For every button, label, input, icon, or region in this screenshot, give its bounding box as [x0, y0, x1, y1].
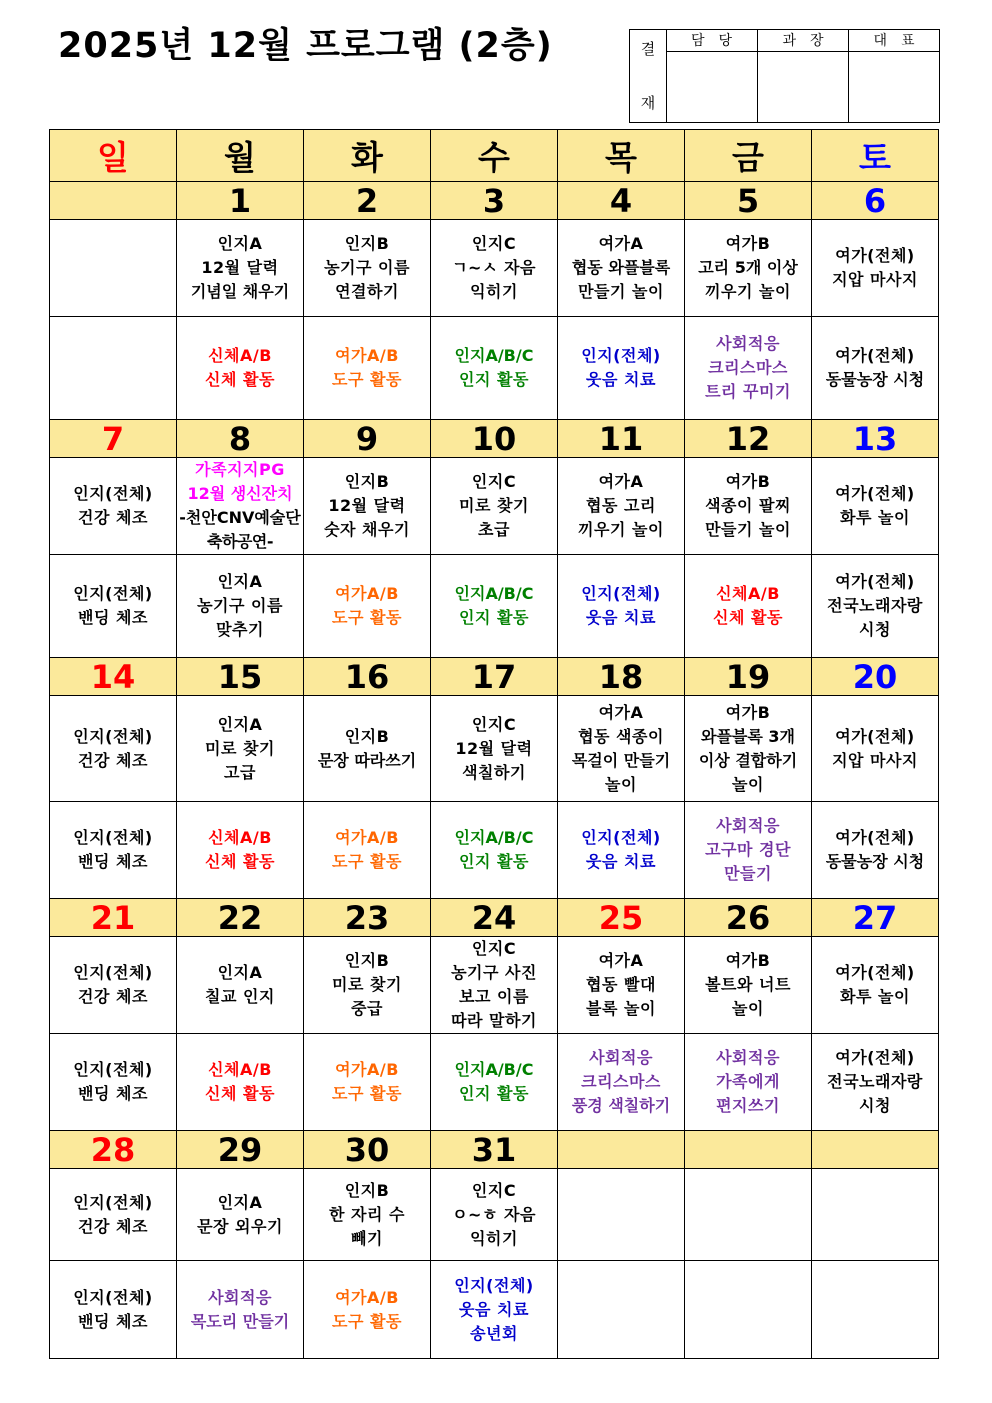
program-line: 맞추기 [216, 620, 264, 639]
program-line: 블록 놀이 [586, 999, 656, 1018]
weekday-tue: 화 [304, 130, 431, 182]
program-cell [431, 555, 558, 658]
date-row [50, 899, 939, 937]
program-line: 웃음 치료 [586, 852, 656, 871]
program-cell [50, 555, 177, 658]
date-cell-wed: 24 [431, 899, 558, 937]
program-line: 인지C [471, 714, 517, 734]
program-line: 여가(전체) [835, 346, 915, 365]
program-cell [50, 1261, 177, 1359]
program-line: 여가(전체) [835, 828, 915, 847]
approval-col-header: 담당 [666, 30, 757, 52]
program-line: 인지B [344, 726, 390, 746]
program-cell [812, 937, 939, 1034]
date-cell-mon: 29 [177, 1131, 304, 1169]
program-cell [558, 1169, 685, 1261]
weekday-mon: 월 [177, 130, 304, 182]
program-line: 밴딩 체조 [78, 608, 148, 627]
program-cell [431, 937, 558, 1034]
date-cell-thu: 11 [558, 420, 685, 458]
program-line: 신체A/B [208, 1060, 272, 1079]
date-cell-sun: 14 [50, 658, 177, 696]
program-line: 이상 결합하기 [698, 750, 798, 770]
program-cell [177, 937, 304, 1034]
program-cell [177, 317, 304, 420]
program-line: 인지(전체) [581, 828, 661, 847]
program-line: 색종이 팔찌 [705, 496, 791, 515]
program-row-pm [50, 802, 939, 899]
program-line: 12월 생신잔치 [187, 484, 293, 503]
date-cell-tue: 16 [304, 658, 431, 696]
weekday-fri: 금 [685, 130, 812, 182]
date-cell-wed: 31 [431, 1131, 558, 1169]
program-line: 여가B [725, 234, 771, 253]
program-line: 건강 체조 [78, 987, 148, 1006]
program-line: 도구 활동 [332, 1311, 402, 1331]
program-line: 끼우기 놀이 [578, 520, 664, 539]
program-row-am [50, 220, 939, 317]
date-row [50, 658, 939, 696]
date-cell-tue: 30 [304, 1131, 431, 1169]
program-line: 인지 활동 [459, 370, 529, 389]
program-line: 인지A [217, 714, 263, 734]
program-cell [50, 220, 177, 317]
program-line: 여가(전체) [835, 963, 915, 982]
program-cell [431, 1169, 558, 1261]
program-cell [812, 555, 939, 658]
program-line: 익히기 [470, 1228, 518, 1248]
program-cell [177, 1034, 304, 1131]
program-line: 인지B [344, 951, 390, 970]
program-line: 12월 달력 [455, 738, 533, 758]
program-line: 신체 활동 [205, 852, 275, 871]
program-line: 따라 말하기 [451, 1011, 537, 1030]
date-cell-fri: 5 [685, 182, 812, 220]
program-cell [177, 1261, 304, 1359]
program-cell [431, 696, 558, 802]
program-cell [685, 802, 812, 899]
program-cell [304, 317, 431, 420]
program-line: 인지 활동 [459, 608, 529, 627]
program-line: 한 자리 수 [329, 1204, 405, 1224]
date-cell-mon: 8 [177, 420, 304, 458]
program-cell [177, 802, 304, 899]
program-line: 인지B [344, 472, 390, 491]
program-cell [685, 937, 812, 1034]
weekday-header-row [50, 130, 939, 182]
program-line: 여가A/B [335, 1060, 399, 1079]
program-cell [558, 1261, 685, 1359]
weekday-sat: 토 [812, 130, 939, 182]
date-cell-wed: 10 [431, 420, 558, 458]
program-cell [558, 1034, 685, 1131]
program-cell [558, 555, 685, 658]
program-line: 인지A [217, 1192, 263, 1212]
program-line: 협동 와플블록 [571, 258, 671, 277]
approval-col-manager [666, 30, 758, 122]
date-cell-sun [50, 182, 177, 220]
program-line: 밴딩 체조 [78, 1084, 148, 1103]
program-line: 신체 활동 [205, 1084, 275, 1103]
program-line: 끼우기 놀이 [705, 282, 791, 301]
program-line: 기념일 채우기 [190, 282, 290, 301]
program-line: 인지 활동 [459, 1084, 529, 1103]
program-line: 트리 꾸미기 [705, 382, 791, 401]
program-cell [558, 220, 685, 317]
weekday-thu: 목 [558, 130, 685, 182]
program-line: 여가A [598, 234, 644, 253]
program-line: 시청 [859, 1096, 891, 1115]
program-line: 칠교 인지 [205, 987, 275, 1006]
program-line: 편지쓰기 [716, 1096, 780, 1115]
program-line: 여가(전체) [835, 572, 915, 591]
program-line: 동물농장 시청 [825, 370, 925, 389]
page-title: 2025년 12월 프로그램 (2층) [58, 26, 553, 66]
program-line: 크리스마스 [708, 358, 788, 377]
program-cell [177, 696, 304, 802]
program-line: 여가A [598, 951, 644, 970]
program-line: 인지(전체) [73, 726, 153, 746]
program-line: 여가B [725, 951, 771, 970]
date-cell-sat: 27 [812, 899, 939, 937]
program-line: 인지(전체) [73, 828, 153, 847]
program-cell [50, 696, 177, 802]
date-cell-tue: 23 [304, 899, 431, 937]
program-line: 도구 활동 [332, 370, 402, 389]
program-line: 인지C [471, 1180, 517, 1200]
approval-label-bottom: 재 [640, 94, 656, 112]
date-cell-mon: 15 [177, 658, 304, 696]
program-line: ㅇ~ㅎ 자음 [452, 1204, 536, 1224]
program-line: 송년회 [470, 1323, 518, 1343]
approval-label [630, 30, 667, 122]
program-line: 여가(전체) [835, 726, 915, 746]
program-cell [304, 1034, 431, 1131]
approval-col-ceo [849, 30, 939, 122]
program-line: 연결하기 [335, 282, 399, 301]
program-line: 전국노래자랑 [827, 596, 923, 615]
program-line: 인지(전체) [73, 963, 153, 982]
program-line: 놀이 [732, 774, 764, 794]
program-line: 농기구 이름 [324, 258, 410, 277]
program-line: 동물농장 시청 [825, 852, 925, 871]
date-cell-sat [812, 1131, 939, 1169]
program-line: 여가(전체) [835, 246, 915, 265]
program-line: 도구 활동 [332, 608, 402, 627]
program-line: 놀이 [732, 999, 764, 1018]
date-cell-tue: 2 [304, 182, 431, 220]
program-line: 인지(전체) [581, 584, 661, 603]
program-line: 여가A/B [335, 346, 399, 365]
program-line: 고리 5개 이상 [698, 258, 798, 277]
program-line: 인지A [217, 963, 263, 982]
program-line: 인지A/B/C [454, 584, 534, 603]
date-cell-sat: 6 [812, 182, 939, 220]
program-cell [50, 937, 177, 1034]
program-line: 지압 마사지 [832, 270, 918, 289]
program-cell [431, 802, 558, 899]
program-line: 건강 체조 [78, 1216, 148, 1236]
program-line: 웃음 치료 [459, 1299, 529, 1319]
date-cell-fri: 26 [685, 899, 812, 937]
program-line: 문장 외우기 [197, 1216, 283, 1236]
program-line: 인지A/B/C [454, 828, 534, 847]
date-cell-mon: 1 [177, 182, 304, 220]
program-cell [431, 458, 558, 555]
program-line: 미로 찾기 [332, 975, 402, 994]
program-cell [812, 317, 939, 420]
date-cell-thu: 4 [558, 182, 685, 220]
program-line: 만들기 놀이 [578, 282, 664, 301]
program-line: 인지(전체) [73, 1060, 153, 1079]
date-cell-sun: 7 [50, 420, 177, 458]
program-cell [685, 1034, 812, 1131]
approval-col-chief [758, 30, 849, 122]
program-line: 도구 활동 [332, 852, 402, 871]
program-line: 볼트와 너트 [705, 975, 791, 994]
program-cell [812, 1261, 939, 1359]
program-line: 와플블록 3개 [701, 726, 795, 746]
program-line: 문장 따라쓰기 [317, 750, 417, 770]
program-line: 인지A/B/C [454, 346, 534, 365]
program-line: 인지(전체) [73, 1192, 153, 1212]
date-cell-tue: 9 [304, 420, 431, 458]
program-cell [558, 317, 685, 420]
program-cell [304, 696, 431, 802]
program-line: 도구 활동 [332, 1084, 402, 1103]
program-line: 인지A [217, 572, 263, 591]
program-line: 인지(전체) [73, 584, 153, 603]
program-cell [685, 220, 812, 317]
program-cell [304, 1169, 431, 1261]
date-cell-sun: 28 [50, 1131, 177, 1169]
program-line: 숫자 채우기 [324, 520, 410, 539]
program-cell [812, 458, 939, 555]
program-cell [304, 555, 431, 658]
weekday-sun: 일 [50, 130, 177, 182]
program-line: 여가A/B [335, 584, 399, 603]
program-line: 빼기 [351, 1228, 383, 1248]
date-cell-sun: 21 [50, 899, 177, 937]
date-cell-fri: 12 [685, 420, 812, 458]
program-line: 지압 마사지 [832, 750, 918, 770]
program-row-am [50, 937, 939, 1034]
program-cell [431, 1034, 558, 1131]
program-line: 웃음 치료 [586, 370, 656, 389]
program-line: 인지B [344, 1180, 390, 1200]
program-cell [558, 802, 685, 899]
program-line: 인지 활동 [459, 852, 529, 871]
program-line: 신체A/B [208, 346, 272, 365]
date-row [50, 420, 939, 458]
program-line: 신체A/B [208, 828, 272, 847]
program-line: 신체 활동 [205, 370, 275, 389]
program-line: 풍경 색칠하기 [571, 1096, 671, 1115]
date-row [50, 182, 939, 220]
program-cell [304, 937, 431, 1034]
program-line: -천안CNV예술단 [179, 508, 301, 527]
weekday-wed: 수 [431, 130, 558, 182]
program-line: 12월 달력 [328, 496, 406, 515]
program-cell [685, 458, 812, 555]
program-line: 인지C [471, 939, 517, 958]
date-cell-wed: 17 [431, 658, 558, 696]
program-row-pm [50, 555, 939, 658]
program-line: 인지C [471, 472, 517, 491]
program-line: 신체A/B [716, 584, 780, 603]
program-line: 중급 [351, 999, 383, 1018]
program-line: 미로 찾기 [205, 738, 275, 758]
program-cell [812, 802, 939, 899]
program-line: 12월 달력 [201, 258, 279, 277]
program-line: 여가A [598, 472, 644, 491]
program-line: 미로 찾기 [459, 496, 529, 515]
program-cell [685, 696, 812, 802]
program-line: 가족지지PG [195, 460, 285, 479]
program-cell [50, 1034, 177, 1131]
program-line: 사회적응 [208, 1287, 272, 1307]
date-cell-sat: 20 [812, 658, 939, 696]
program-line: 여가B [725, 472, 771, 491]
program-row-am [50, 458, 939, 555]
program-cell [304, 802, 431, 899]
program-line: 사회적응 [716, 334, 780, 353]
program-line: 색칠하기 [462, 762, 526, 782]
date-row [50, 1131, 939, 1169]
program-line: 보고 이름 [459, 987, 529, 1006]
program-cell [431, 1261, 558, 1359]
program-cell [304, 458, 431, 555]
program-line: 건강 체조 [78, 750, 148, 770]
program-line: 축하공연- [207, 532, 273, 551]
program-cell [50, 802, 177, 899]
program-cell [812, 1169, 939, 1261]
program-line: 가족에게 [716, 1072, 780, 1091]
program-row-pm [50, 317, 939, 420]
program-row-pm [50, 1034, 939, 1131]
approval-label-top: 결 [640, 40, 656, 58]
program-row-pm [50, 1261, 939, 1359]
program-line: 밴딩 체조 [78, 852, 148, 871]
program-line: 신체 활동 [713, 608, 783, 627]
program-line: 여가B [725, 702, 771, 722]
program-line: 인지A/B/C [454, 1060, 534, 1079]
program-line: 협동 색종이 [578, 726, 664, 746]
program-line: 여가A/B [335, 1287, 399, 1307]
program-line: 초급 [478, 520, 510, 539]
program-line: 크리스마스 [581, 1072, 661, 1091]
program-line: 여가(전체) [835, 484, 915, 503]
program-line: 고급 [224, 762, 256, 782]
program-row-am [50, 696, 939, 802]
program-line: 고구마 경단 [705, 840, 791, 859]
program-line: 인지A [217, 234, 263, 253]
program-cell [812, 1034, 939, 1131]
calendar-table [49, 129, 939, 1359]
program-cell [177, 220, 304, 317]
program-cell [558, 696, 685, 802]
date-cell-thu: 18 [558, 658, 685, 696]
approval-col-header: 대표 [849, 30, 939, 52]
program-cell [304, 220, 431, 317]
program-cell [50, 1169, 177, 1261]
program-cell [50, 458, 177, 555]
program-line: 농기구 사진 [451, 963, 537, 982]
program-line: 만들기 [724, 864, 772, 883]
program-cell [685, 1169, 812, 1261]
program-line: 여가A [598, 702, 644, 722]
program-line: 여가(전체) [835, 1048, 915, 1067]
date-cell-wed: 3 [431, 182, 558, 220]
program-cell [431, 317, 558, 420]
program-line: 화투 놀이 [840, 987, 910, 1006]
program-cell [431, 220, 558, 317]
program-cell [177, 458, 304, 555]
program-line: 목걸이 만들기 [571, 750, 671, 770]
program-line: 인지(전체) [73, 1287, 153, 1307]
date-cell-fri [685, 1131, 812, 1169]
program-line: 인지C [471, 234, 517, 253]
program-cell [177, 555, 304, 658]
program-line: 협동 빨대 [586, 975, 656, 994]
program-cell [177, 1169, 304, 1261]
program-line: ㄱ~ㅅ 자음 [452, 258, 536, 277]
program-line: 사회적응 [589, 1048, 653, 1067]
approval-box [629, 29, 940, 123]
program-line: 인지(전체) [581, 346, 661, 365]
program-cell [812, 696, 939, 802]
program-line: 밴딩 체조 [78, 1311, 148, 1331]
program-cell [812, 220, 939, 317]
program-line: 화투 놀이 [840, 508, 910, 527]
program-line: 건강 체조 [78, 508, 148, 527]
program-line: 협동 고리 [586, 496, 656, 515]
date-cell-thu: 25 [558, 899, 685, 937]
program-line: 사회적응 [716, 816, 780, 835]
program-line: 인지(전체) [73, 484, 153, 503]
program-line: 놀이 [605, 774, 637, 794]
date-cell-thu [558, 1131, 685, 1169]
program-cell [685, 555, 812, 658]
program-cell [304, 1261, 431, 1359]
program-line: 익히기 [470, 282, 518, 301]
program-cell [685, 317, 812, 420]
program-line: 웃음 치료 [586, 608, 656, 627]
program-cell [558, 458, 685, 555]
program-line: 만들기 놀이 [705, 520, 791, 539]
program-line: 목도리 만들기 [190, 1311, 290, 1331]
date-cell-mon: 22 [177, 899, 304, 937]
program-line: 전국노래자랑 [827, 1072, 923, 1091]
program-line: 여가A/B [335, 828, 399, 847]
program-row-am [50, 1169, 939, 1261]
program-cell [558, 937, 685, 1034]
program-line: 시청 [859, 620, 891, 639]
program-cell [50, 317, 177, 420]
program-line: 인지B [344, 234, 390, 253]
program-line: 사회적응 [716, 1048, 780, 1067]
date-cell-fri: 19 [685, 658, 812, 696]
approval-col-header: 과장 [758, 30, 848, 52]
program-cell [685, 1261, 812, 1359]
date-cell-sat: 13 [812, 420, 939, 458]
program-line: 인지(전체) [454, 1275, 534, 1295]
program-line: 농기구 이름 [197, 596, 283, 615]
